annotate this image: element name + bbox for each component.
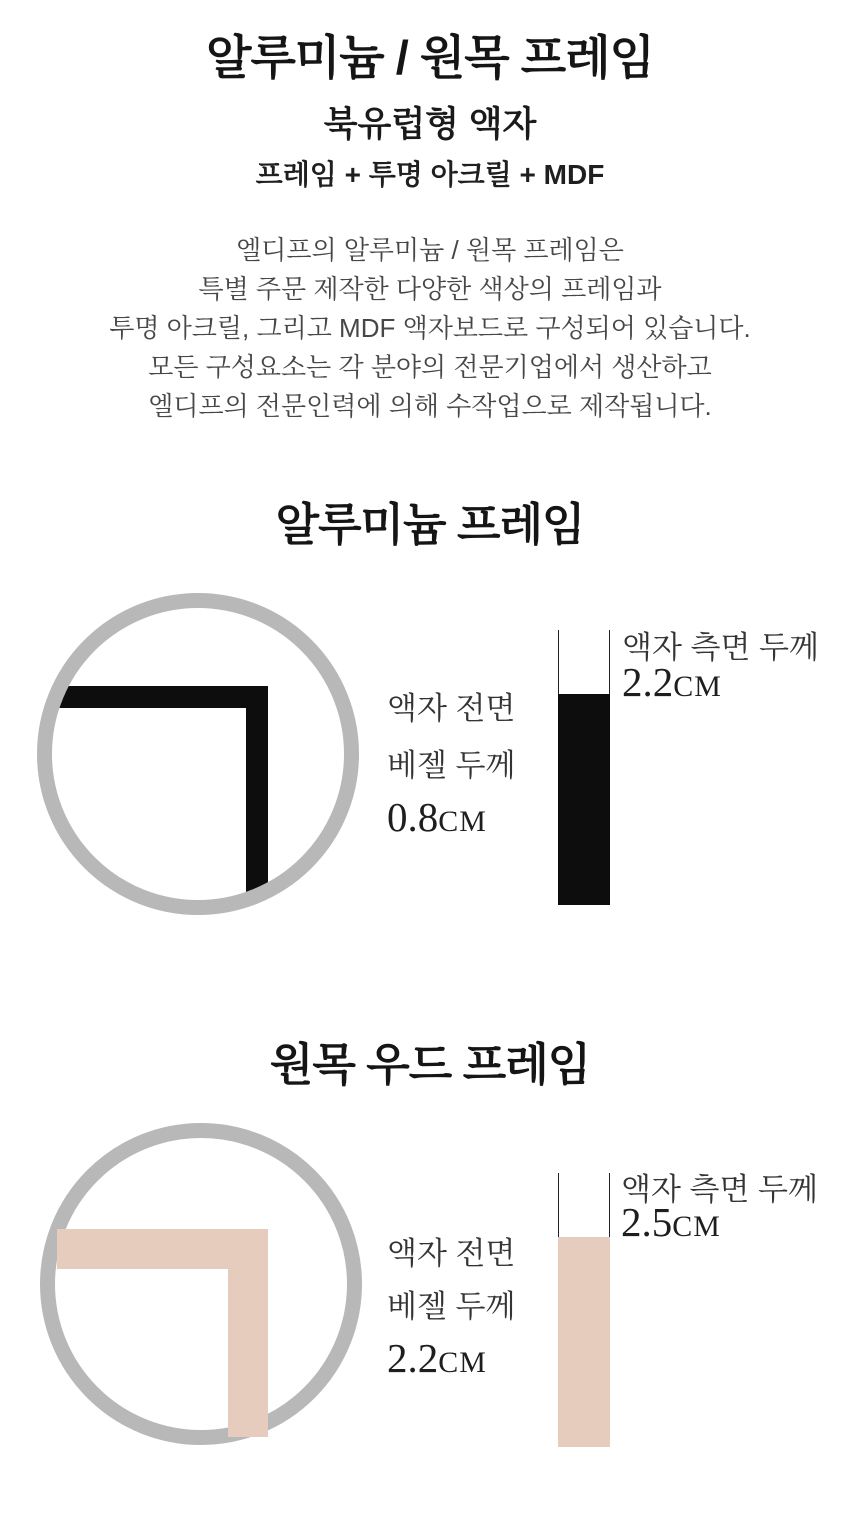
description-line: 모든 구성요소는 각 분야의 전문기업에서 생산하고 [148, 352, 712, 382]
gauge-filled-bar [558, 694, 610, 905]
page-subtitle: 북유럽형 액자 [323, 105, 537, 144]
description-line: 투명 아크릴, 그리고 MDF 액자보드로 구성되어 있습니다. [109, 313, 751, 343]
wood-section-heading: 원목 우드 프레임 [269, 1039, 591, 1090]
front-bezel-label-line1: 액자 전면 [387, 1236, 516, 1271]
circle-ring [45, 601, 352, 908]
circle-ring [48, 1131, 355, 1438]
front-bezel-label-line2: 베젤 두께 [387, 748, 516, 783]
composition-line: 프레임 + 투명 아크릴 + MDF [255, 159, 605, 190]
side-thickness-label: 액자 측면 두께 [621, 1172, 818, 1207]
frame-top-bar [45, 686, 268, 708]
gauge-open-top [558, 1173, 610, 1237]
front-bezel-label-line2: 베젤 두께 [387, 1289, 516, 1324]
gauge-open-top [558, 630, 610, 694]
description-line: 특별 주문 제작한 다양한 색상의 프레임과 [198, 274, 662, 304]
frame-side-bar [246, 686, 268, 898]
frame-side-bar [228, 1229, 268, 1437]
description-line: 엘디프의 전문인력에 의해 수작업으로 제작됩니다. [148, 391, 712, 421]
aluminum-section-heading: 알루미늄 프레임 [275, 499, 585, 550]
side-thickness-value: 2.5CM [621, 1199, 721, 1245]
front-bezel-value: 2.2CM [387, 1335, 487, 1381]
gauge-filled-bar [558, 1237, 610, 1447]
side-thickness-label: 액자 측면 두께 [622, 630, 819, 665]
side-thickness-value: 2.2CM [622, 659, 722, 705]
wood-corner-diagram [40, 1123, 362, 1445]
front-bezel-value: 0.8CM [387, 794, 487, 840]
page-title: 알루미늄 / 원목 프레임 [206, 31, 654, 84]
description-line: 엘디프의 알루미늄 / 원목 프레임은 [236, 235, 624, 265]
front-bezel-label-line1: 액자 전면 [387, 691, 516, 726]
description-paragraph [0, 231, 860, 426]
aluminum-corner-diagram [37, 593, 359, 915]
